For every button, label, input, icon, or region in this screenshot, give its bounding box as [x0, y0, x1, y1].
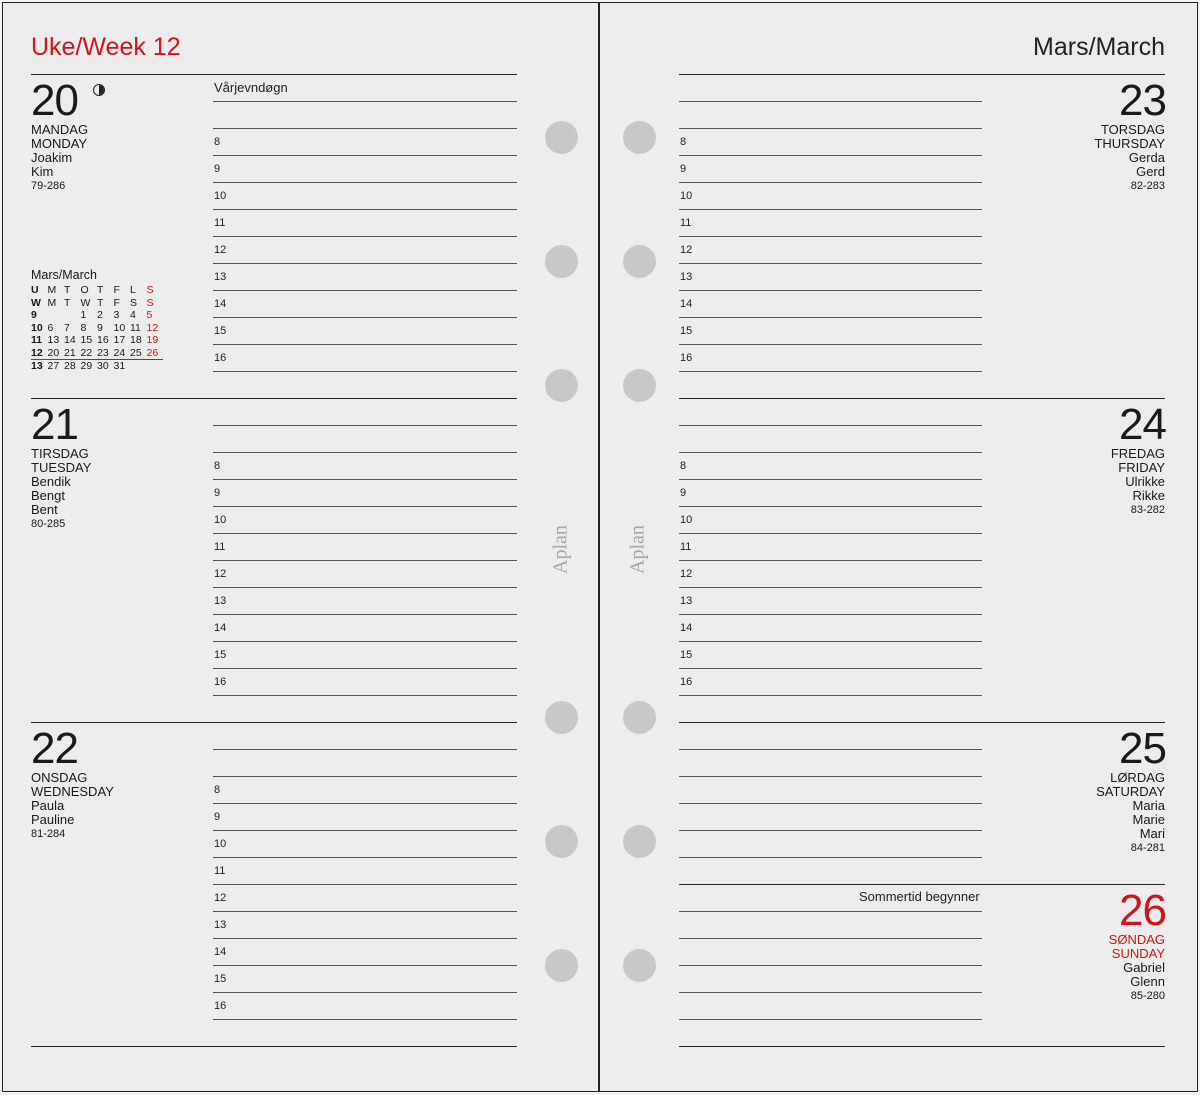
writing-line[interactable]	[213, 884, 517, 885]
hour-label: 13	[214, 595, 227, 607]
binder-hole	[545, 825, 578, 858]
date-cell: 20	[48, 347, 65, 360]
hour-label: 11	[680, 541, 692, 553]
writing-line[interactable]	[679, 209, 982, 210]
writing-line[interactable]	[213, 344, 517, 345]
week-number-cell: 13	[31, 360, 43, 372]
writing-line[interactable]	[213, 155, 517, 156]
name-day: Pauline	[31, 812, 75, 827]
name-day: Joakim	[31, 150, 73, 165]
writing-line[interactable]	[679, 533, 982, 534]
name-day: Maria	[1132, 798, 1165, 813]
first-quarter-moon-icon	[93, 84, 105, 96]
writing-line[interactable]	[679, 371, 982, 372]
date-cell: 22	[81, 347, 98, 360]
writing-line[interactable]	[679, 641, 982, 642]
date-cell: 11	[130, 321, 141, 334]
date-cell: T	[97, 296, 104, 309]
weekday-english: FRIDAY	[1118, 460, 1165, 475]
mini-calendar-grid	[31, 284, 163, 373]
hour-label: 15	[680, 325, 693, 337]
date-cell: S	[146, 296, 154, 309]
date-cell: T	[64, 284, 71, 296]
left-separator	[31, 722, 517, 723]
writing-line[interactable]	[679, 182, 982, 183]
date-cell: M	[47, 284, 57, 296]
writing-line[interactable]	[213, 290, 517, 291]
date-cell: 28	[64, 360, 76, 372]
date-cell: T	[97, 284, 104, 296]
hour-label: 13	[214, 271, 227, 283]
hour-label: 14	[214, 622, 227, 634]
hour-label: 13	[680, 271, 693, 283]
hour-label: 12	[214, 244, 227, 256]
writing-line[interactable]	[213, 236, 517, 237]
weekday-norwegian: ONSDAG	[31, 770, 88, 785]
day-count: 80-285	[31, 518, 66, 530]
weekday-english: SATURDAY	[1096, 784, 1165, 799]
writing-line[interactable]	[679, 344, 982, 345]
writing-line[interactable]	[213, 1019, 517, 1020]
hour-label: 9	[214, 811, 221, 823]
day-info-21	[31, 447, 91, 531]
name-day: Bendik	[31, 474, 71, 489]
writing-line[interactable]	[679, 560, 982, 561]
date-cell: 5	[146, 309, 153, 321]
binder-hole	[623, 369, 656, 402]
left-separator	[31, 1046, 517, 1047]
day-info-20	[31, 123, 88, 193]
writing-line[interactable]	[213, 830, 517, 831]
date-cell: 12	[146, 321, 159, 334]
hour-label: 16	[680, 676, 693, 688]
writing-line[interactable]	[679, 425, 982, 426]
name-day: Kim	[31, 164, 54, 179]
hour-label: 9	[214, 487, 221, 499]
binder-hole	[545, 369, 578, 402]
hour-label: 9	[680, 163, 687, 175]
date-cell	[64, 309, 81, 322]
day-count: 79-286	[31, 180, 66, 192]
writing-line[interactable]	[213, 965, 517, 966]
binder-hole	[623, 949, 656, 982]
date-cell: 29	[80, 360, 93, 372]
writing-line[interactable]	[679, 803, 982, 804]
date-cell: 8	[80, 321, 87, 334]
hour-label: 16	[214, 1000, 227, 1012]
weekday-norwegian: TIRSDAG	[31, 446, 89, 461]
writing-line[interactable]	[213, 128, 517, 129]
writing-line[interactable]	[679, 101, 982, 102]
mini-calendar-week	[31, 334, 163, 347]
day-info-23	[1094, 123, 1165, 193]
writing-line[interactable]	[679, 992, 982, 993]
date-cell: 14	[64, 334, 76, 346]
day-count: 82-283	[1130, 180, 1165, 192]
name-day: Rikke	[1132, 488, 1165, 503]
date-cell: 27	[47, 360, 60, 372]
writing-line[interactable]	[679, 290, 982, 291]
writing-line[interactable]	[213, 560, 517, 561]
date-cell: F	[113, 296, 120, 309]
hour-label: 10	[214, 190, 227, 202]
week-number-cell: U	[31, 284, 39, 296]
hour-label: 13	[680, 595, 693, 607]
day-note-equinox: Vårjevndøgn	[214, 80, 288, 95]
name-day: Gerd	[1136, 164, 1165, 179]
binder-hole	[545, 245, 578, 278]
binder-hole	[623, 245, 656, 278]
hour-label: 14	[680, 622, 693, 634]
hour-label: 15	[214, 973, 227, 985]
brand-logo: Aplan	[549, 525, 572, 574]
writing-line[interactable]	[679, 668, 982, 669]
writing-line[interactable]	[213, 695, 517, 696]
hour-label: 16	[214, 676, 227, 688]
writing-line[interactable]	[213, 182, 517, 183]
binder-hole	[623, 825, 656, 858]
date-cell: 25	[130, 347, 147, 360]
left-page	[2, 2, 600, 1092]
writing-line[interactable]	[213, 776, 517, 777]
writing-line[interactable]	[213, 587, 517, 588]
day-number-22: 22	[31, 724, 78, 773]
name-day: Paula	[31, 798, 65, 813]
left-separator	[31, 398, 517, 399]
date-cell	[48, 309, 65, 322]
writing-line[interactable]	[679, 614, 982, 615]
right-separator	[679, 884, 1165, 885]
binder-hole	[623, 121, 656, 154]
hour-label: 11	[680, 217, 692, 229]
date-cell: 2	[97, 309, 103, 321]
week-number-cell: 12	[31, 347, 48, 360]
date-cell: 9	[97, 321, 103, 334]
name-day: Gabriel	[1123, 960, 1165, 975]
date-cell: S	[146, 284, 154, 296]
writing-line[interactable]	[679, 965, 982, 966]
hour-label: 9	[680, 487, 687, 499]
mini-calendar-week	[31, 322, 163, 335]
date-cell: 6	[47, 321, 54, 334]
writing-line[interactable]	[213, 506, 517, 507]
hour-label: 10	[214, 514, 227, 526]
right-separator	[679, 74, 1165, 75]
hour-label: 15	[214, 325, 227, 337]
weekday-norwegian: LØRDAG	[1110, 770, 1165, 785]
week-number-cell: 9	[31, 309, 37, 321]
hour-label: 15	[214, 649, 227, 661]
mini-calendar-header	[31, 284, 163, 297]
mini-calendar-week	[31, 360, 163, 373]
day-count: 83-282	[1130, 504, 1165, 516]
weekday-english: MONDAY	[31, 136, 88, 151]
week-number-cell: 10	[31, 321, 43, 334]
hour-label: 14	[680, 298, 693, 310]
weekday-english: WEDNESDAY	[31, 784, 114, 799]
hour-label: 13	[214, 919, 227, 931]
mini-calendar-header	[31, 297, 163, 310]
date-cell	[130, 360, 147, 373]
writing-line[interactable]	[679, 587, 982, 588]
writing-line[interactable]	[213, 803, 517, 804]
right-separator	[679, 398, 1165, 399]
weekday-norwegian: MANDAG	[31, 122, 89, 137]
day-number-25: 25	[1119, 724, 1166, 773]
name-day: Ulrikke	[1125, 474, 1165, 489]
weekday-norwegian: FREDAG	[1110, 446, 1165, 461]
day-count: 84-281	[1130, 842, 1165, 854]
date-cell: 13	[47, 334, 60, 346]
day-number-21: 21	[31, 400, 78, 449]
date-cell: 16	[97, 334, 109, 346]
name-day: Marie	[1132, 812, 1165, 827]
writing-line[interactable]	[679, 263, 982, 264]
writing-line[interactable]	[679, 317, 982, 318]
day-info-24	[1111, 447, 1165, 517]
hour-label: 10	[680, 514, 693, 526]
mini-calendar-title: Mars/March	[31, 268, 97, 282]
name-day: Bent	[31, 502, 58, 517]
date-cell: 4	[130, 309, 136, 321]
weekday-norwegian: TORSDAG	[1100, 122, 1165, 137]
hour-label: 10	[680, 190, 693, 202]
writing-line[interactable]	[213, 452, 517, 453]
writing-line[interactable]	[679, 857, 982, 858]
writing-line[interactable]	[213, 263, 517, 264]
date-cell: 3	[113, 309, 120, 321]
hour-label: 11	[214, 217, 226, 229]
hour-label: 14	[214, 298, 227, 310]
week-number-cell: 11	[31, 334, 43, 346]
writing-line[interactable]	[679, 911, 982, 912]
writing-line[interactable]	[213, 857, 517, 858]
date-cell: 26	[147, 347, 164, 360]
weekday-norwegian: SØNDAG	[1108, 932, 1165, 947]
writing-line[interactable]	[679, 776, 982, 777]
writing-line[interactable]	[213, 533, 517, 534]
date-cell: M	[47, 296, 57, 309]
mini-calendar-week	[31, 309, 163, 322]
hour-label: 16	[214, 352, 227, 364]
day-info-26	[1109, 933, 1165, 1003]
binder-hole	[623, 701, 656, 734]
writing-line[interactable]	[213, 317, 517, 318]
date-cell: 17	[113, 334, 126, 346]
writing-line[interactable]	[213, 614, 517, 615]
hour-label: 8	[680, 460, 687, 472]
day-number-24: 24	[1119, 400, 1166, 449]
date-cell: O	[80, 284, 89, 296]
right-separator	[679, 1046, 1165, 1047]
writing-line[interactable]	[679, 128, 982, 129]
writing-line[interactable]	[213, 641, 517, 642]
day-number-26: 26	[1119, 886, 1166, 935]
name-day: Glenn	[1130, 974, 1165, 989]
hour-label: 16	[680, 352, 693, 364]
hour-label: 12	[214, 892, 227, 904]
date-cell: 30	[97, 360, 109, 372]
writing-line[interactable]	[679, 155, 982, 156]
day-count: 85-280	[1130, 990, 1165, 1002]
hour-label: 8	[214, 136, 221, 148]
date-cell: F	[113, 284, 120, 296]
hour-label: 8	[214, 460, 221, 472]
date-cell: 10	[113, 321, 126, 334]
hour-label: 8	[680, 136, 687, 148]
mini-calendar	[31, 268, 163, 373]
week-number-cell: W	[31, 296, 41, 309]
writing-line[interactable]	[213, 209, 517, 210]
date-cell: T	[64, 296, 71, 309]
writing-line[interactable]	[679, 1019, 982, 1020]
weekday-english: TUESDAY	[31, 460, 92, 475]
brand-logo: Aplan	[626, 525, 649, 574]
writing-line[interactable]	[679, 695, 982, 696]
day-info-25	[1096, 771, 1165, 855]
right-separator	[679, 722, 1165, 723]
writing-line[interactable]	[679, 830, 982, 831]
writing-line[interactable]	[679, 506, 982, 507]
writing-line[interactable]	[679, 749, 982, 750]
day-count: 81-284	[31, 828, 66, 840]
hour-label: 8	[214, 784, 221, 796]
writing-line[interactable]	[213, 425, 517, 426]
date-cell: 23	[97, 347, 114, 360]
date-cell: 15	[80, 334, 93, 346]
day-number-20: 20	[31, 76, 78, 125]
writing-line[interactable]	[679, 479, 982, 480]
date-cell: 7	[64, 321, 70, 334]
writing-line[interactable]	[679, 452, 982, 453]
binder-hole	[545, 121, 578, 154]
date-cell: 31	[113, 360, 126, 372]
weekday-english: SUNDAY	[1111, 946, 1165, 961]
left-separator	[31, 74, 517, 75]
binder-hole	[545, 949, 578, 982]
hour-label: 12	[680, 568, 693, 580]
writing-line[interactable]	[679, 938, 982, 939]
writing-line[interactable]	[213, 938, 517, 939]
week-title: Uke/Week 12	[31, 33, 181, 61]
date-cell: W	[80, 296, 91, 309]
date-cell: L	[130, 284, 136, 296]
date-cell: 24	[114, 347, 131, 360]
date-cell	[147, 360, 164, 373]
writing-line[interactable]	[213, 992, 517, 993]
writing-line[interactable]	[679, 236, 982, 237]
date-cell: 21	[64, 347, 81, 360]
writing-line[interactable]	[213, 668, 517, 669]
hour-label: 12	[680, 244, 693, 256]
day-number-23: 23	[1119, 76, 1166, 125]
writing-line[interactable]	[213, 479, 517, 480]
hour-label: 14	[214, 946, 227, 958]
writing-line[interactable]	[213, 101, 517, 102]
day-note-summer-time: Sommertid begynner	[859, 889, 980, 904]
hour-label: 11	[214, 865, 226, 877]
date-cell: 18	[130, 334, 142, 346]
writing-line[interactable]	[213, 749, 517, 750]
hour-label: 9	[214, 163, 221, 175]
name-day: Bengt	[31, 488, 65, 503]
name-day: Gerda	[1128, 150, 1165, 165]
date-cell: S	[130, 296, 138, 309]
writing-line[interactable]	[213, 911, 517, 912]
writing-line[interactable]	[213, 371, 517, 372]
hour-label: 15	[680, 649, 693, 661]
name-day: Mari	[1139, 826, 1165, 841]
month-title: Mars/March	[1033, 33, 1165, 61]
date-cell: 19	[146, 334, 159, 346]
hour-label: 12	[214, 568, 227, 580]
binder-hole	[545, 701, 578, 734]
hour-label: 10	[214, 838, 227, 850]
weekday-english: THURSDAY	[1094, 136, 1165, 151]
date-cell: 1	[80, 309, 87, 321]
hour-label: 11	[214, 541, 226, 553]
day-info-22	[31, 771, 114, 841]
mini-calendar-week	[31, 347, 163, 360]
